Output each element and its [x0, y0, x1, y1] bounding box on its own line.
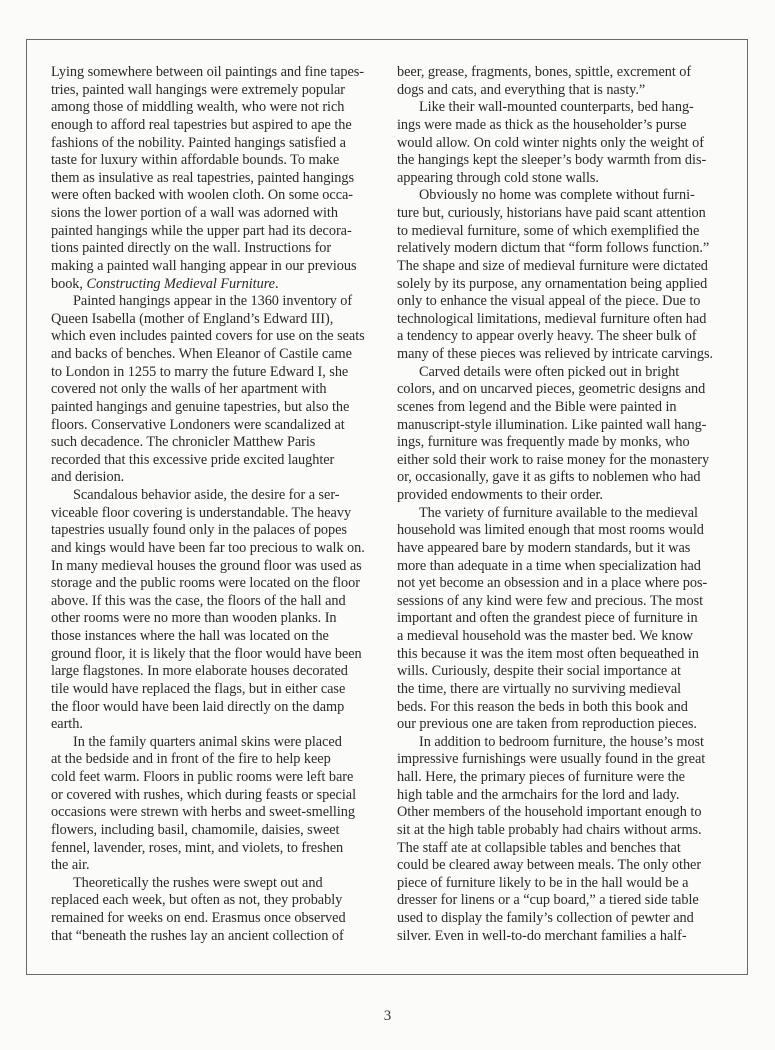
text-line: beds. For this reason the beds in both this book and: [397, 698, 688, 715]
text-line-prefix: book,: [51, 275, 87, 292]
text-line: tions painted directly on the wall. Instructions for: [51, 240, 332, 257]
text-line: storage and the public rooms were located on the floor: [51, 575, 360, 592]
text-line: Like their wall-mounted counterparts, bed hang-: [419, 99, 694, 116]
text-line: tile would have replaced the flags, but in either case: [51, 680, 346, 697]
text-line: Theoretically the rushes were swept out and: [73, 874, 323, 891]
text-line: sessions of any kind were few and precious. The most: [397, 592, 704, 609]
text-line: above. If this was the case, the floors of the hall and: [51, 592, 346, 609]
text-line: not yet become an obsession and in a place where pos-: [397, 575, 708, 592]
text-line: making a painted wall hanging appear in our previous: [51, 257, 357, 274]
text-line: our previous one are taken from reproduction pieces.: [397, 716, 697, 733]
text-line: ture but, curiously, historians have paid scant attention: [397, 205, 706, 221]
page-number: 3: [383, 1008, 392, 1024]
text-line: colors, and on uncarved pieces, geometric designs and: [397, 381, 706, 398]
text-line: and derision.: [51, 469, 125, 486]
text-line: Lying somewhere between oil paintings and fine tapes-: [51, 64, 364, 80]
text-column-right: [397, 64, 737, 945]
text-line: wills. Curiously, despite their social importance at: [397, 663, 681, 680]
text-line: ground floor, it is likely that the floor would have been: [51, 645, 362, 662]
text-line: fennel, lavender, roses, mint, and violets, to freshen: [51, 839, 344, 856]
text-line: dresser for linens or a “cup board,” a tiered side table: [397, 892, 699, 909]
text-line: painted hangings and genuine tapestries, but also the: [51, 398, 350, 415]
text-line: high table and the armchairs for the lord and lady.: [397, 786, 680, 803]
text-line: viceable floor covering is understandable. The heavy: [51, 504, 352, 521]
text-line: solely by its purpose, any ornamentation being applied: [397, 275, 708, 292]
text-line: silver. Even in well-to-do merchant families a half-: [397, 927, 687, 944]
text-line: tries, painted wall hangings were extremely popular: [51, 81, 346, 98]
text-line: impressive furnishings were usually found in the great: [397, 751, 706, 768]
text-line: among those of middling wealth, who were not rich: [51, 99, 345, 116]
text-line: at the bedside and in front of the fire to help keep: [51, 751, 331, 768]
text-line: more than adequate in a time when specialization had: [397, 557, 701, 574]
text-line: enough to afford real tapestries but aspired to ape the: [51, 116, 352, 133]
text-line: In addition to bedroom furniture, the house’s most: [419, 733, 704, 750]
text-line: to medieval furniture, some of which exemplified the: [397, 222, 700, 239]
text-line: remained for weeks on end. Erasmus once observed: [51, 910, 346, 926]
text-line: have appeared bare by modern standards, but it was: [397, 539, 691, 556]
text-line: either sold their work to raise money for the monastery: [397, 451, 710, 468]
text-line: recorded that this excessive pride excited laughter: [51, 451, 335, 468]
text-line: or, occasionally, gave it as gifts to noblemen who had: [397, 469, 701, 486]
text-line: dogs and cats, and everything that is nasty.”: [397, 81, 646, 98]
text-line: large flagstones. In more elaborate houses decorated: [51, 663, 348, 680]
text-line: other rooms were no more than wooden planks. In: [51, 610, 337, 627]
text-line: many of these pieces was relieved by intricate carvings.: [397, 346, 713, 362]
text-line: could be cleared away between meals. The only other: [397, 857, 702, 874]
text-line: floors. Conservative Londoners were scandalized at: [51, 416, 345, 433]
text-line: manuscript-style illumination. Like painted wall hang-: [397, 416, 707, 433]
text-line: covered not only the walls of her apartment with: [51, 381, 327, 398]
text-line: piece of furniture likely to be in the hall would be a: [397, 874, 689, 891]
text-line: The shape and size of medieval furniture were dictated: [397, 257, 708, 274]
text-line: hall. Here, the primary pieces of furniture were the: [397, 769, 685, 785]
text-line: Scandalous behavior aside, the desire for a ser-: [73, 487, 340, 503]
text-line: and kings would have been far too precious to walk on.: [51, 539, 365, 556]
text-line: Obviously no home was complete without furni-: [419, 187, 695, 204]
text-line: replaced each week, but often as not, they probably: [51, 892, 343, 909]
text-line: the hangings kept the sleeper’s body warmth from dis-: [397, 152, 707, 169]
text-line: this because it was the item most often bequeathed in: [397, 645, 699, 662]
text-line: the floor would have been laid directly on the damp: [51, 698, 345, 715]
text-column-left: [51, 64, 381, 945]
text-line: and backs of benches. When Eleanor of Castile came: [51, 346, 352, 362]
text-line: sit at the high table probably had chairs without arms.: [397, 821, 702, 838]
text-line: or covered with rushes, which during feasts or special: [51, 786, 356, 803]
text-line: the time, there are virtually no surviving medieval: [397, 680, 682, 697]
text-line: only to enhance the visual appeal of the piece. Due to: [397, 293, 701, 310]
text-line: Carved details were often picked out in bright: [419, 363, 680, 380]
text-line-suffix: .: [274, 275, 279, 292]
text-line: taste for luxury within affordable bounds. To make: [51, 152, 340, 169]
text-line: those instances where the hall was located on the: [51, 628, 329, 644]
text-line: used to display the family’s collection of pewter and: [397, 910, 694, 926]
text-line: occasions were strewn with herbs and sweet-smelling: [51, 804, 355, 821]
text-line: Painted hangings appear in the 1360 inventory of: [73, 293, 353, 310]
text-line: such decadence. The chronicler Matthew Paris: [51, 434, 316, 451]
text-line: technological limitations, medieval furniture often had: [397, 310, 707, 327]
text-line: beer, grease, fragments, bones, spittle, excrement of: [397, 64, 692, 80]
text-line: The staff ate at collapsible tables and benches that: [397, 839, 681, 856]
text-line: them as insulative as real tapestries, painted hangings: [51, 169, 354, 186]
text-line: flowers, including basil, chamomile, daisies, sweet: [51, 821, 340, 838]
text-line: Other members of the household important enough to: [397, 804, 702, 821]
text-line: fashions of the nobility. Painted hangings satisfied a: [51, 134, 346, 151]
text-line: were often backed with woolen cloth. On some occa-: [51, 187, 353, 204]
text-line: [51, 276, 381, 294]
text-line: important and often the grandest piece of furniture in: [397, 610, 698, 627]
text-line: a tendency to appear overly heavy. The sheer bulk of: [397, 328, 697, 345]
book-title-italic: Constructing Medieval Furniture: [86, 275, 275, 292]
text-line: In the family quarters animal skins were placed: [73, 733, 342, 750]
text-line: cold feet warm. Floors in public rooms were left bare: [51, 769, 354, 785]
text-line: which even includes painted covers for use on the seats: [51, 328, 365, 345]
text-line: appearing through cold stone walls.: [397, 169, 599, 186]
text-line: scenes from legend and the Bible were painted in: [397, 398, 677, 415]
text-line: that “beneath the rushes lay an ancient collection of: [51, 927, 344, 944]
text-line: relatively modern dictum that “form follows function.”: [397, 240, 710, 257]
text-line: In many medieval houses the ground floor was used as: [51, 557, 362, 574]
text-line: earth.: [51, 716, 83, 733]
text-line: a medieval household was the master bed. We know: [397, 628, 693, 644]
text-line: The variety of furniture available to the medieval: [419, 504, 698, 521]
text-line: household was limited enough that most rooms would: [397, 522, 704, 539]
text-line: Queen Isabella (mother of England’s Edward III),: [51, 310, 334, 327]
text-line: ings, furniture was frequently made by monks, who: [397, 434, 690, 451]
text-line: the air.: [51, 857, 90, 874]
text-line: provided endowments to their order.: [397, 487, 603, 503]
text-line: to London in 1255 to marry the future Edward I, she: [51, 363, 349, 380]
text-line: ings were made as thick as the householder’s purse: [397, 116, 687, 133]
text-line: painted hangings while the upper part had its decora-: [51, 222, 352, 239]
text-line: would allow. On cold winter nights only the weight of: [397, 134, 704, 151]
text-line: sions the lower portion of a wall was adorned with: [51, 205, 338, 221]
text-line: tapestries usually found only in the palaces of popes: [51, 522, 347, 539]
